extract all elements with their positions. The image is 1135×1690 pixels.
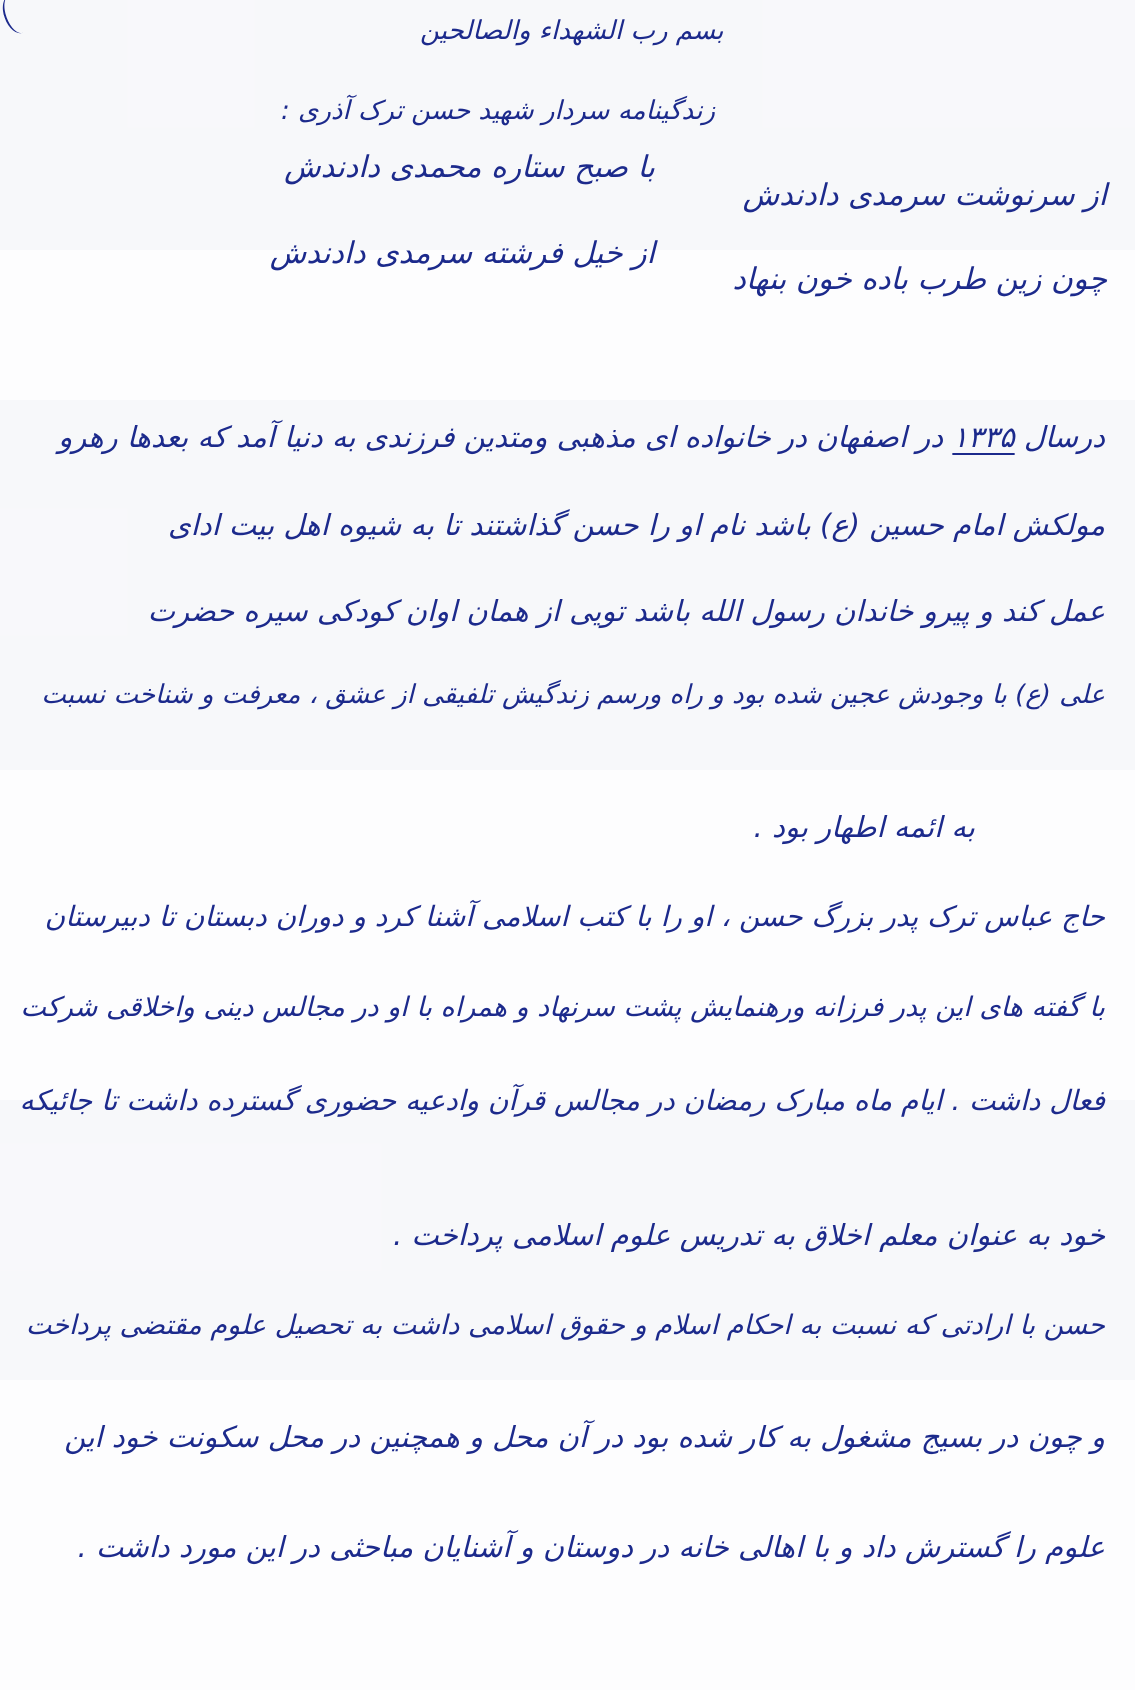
header-basmala: بسم رب الشهداء والصالحین [420, 16, 724, 46]
birth-year: ۱۳۳۵ [952, 420, 1015, 454]
paragraph-2-line-1: حاج عباس ترک پدر بزرگ حسن ، او را با کتب اسلامی آشنا کرد و دوران دبستان تا دبیرستان [44, 900, 1105, 933]
paragraph-1-line-3: عمل کند و پیرو خاندان رسول الله باشد تویی از همان اوان کودکی سیره حضرت [147, 594, 1105, 628]
paragraph-1-line-2: مولکش امام حسین (ع) باشد نام او را حسن گذاشتند تا به شیوه اهل بیت ادای [167, 508, 1105, 542]
paragraph-1-line-4: علی (ع) با وجودش عجین شده بود و راه ورسم زندگیش تلفیقی از عشق ، معرفت و شناخت نسبت [41, 680, 1105, 710]
paragraph-3-line-3: علوم را گسترش داد و با اهالی خانه در دوستان و آشنایان مباحثی در این مورد داشت . [77, 1530, 1105, 1564]
verse-2-right: چون زین طرب باده خون بنهاد [732, 262, 1107, 297]
paragraph-2-line-3: فعال داشت . ایام ماه مبارک رمضان در مجالس قرآن وادعیه حضوری گسترده داشت تا جائیکه [19, 1084, 1105, 1117]
paragraph-1-line-1-start: درسال [1023, 420, 1105, 454]
paragraph-1-line-1-end: در اصفهان در خانواده ای مذهبی ومتدین فرزندی به دنیا آمد که بعدها رهرو [58, 420, 944, 454]
paragraph-2-line-4: خود به عنوان معلم اخلاق به تدریس علوم اسلامی پرداخت . [392, 1218, 1105, 1252]
scan-band-middle [0, 400, 1135, 770]
verse-1-left: با صبح ستاره محمدی دادندش [284, 150, 655, 185]
biography-title: زندگینامه سردار شهید حسن ترک آذری : [280, 96, 715, 126]
verse-2-left: از خیل فرشته سرمدی دادندش [269, 236, 655, 271]
paragraph-3-line-2: و چون در بسیج مشغول به کار شده بود در آن محل و همچنین در محل سکونت خود این [64, 1420, 1105, 1454]
paragraph-2-line-2: با گفته های این پدر فرزانه ورهنمایش پشت سرنهاد و همراه با او در مجالس دینی واخلاقی شرکت [20, 992, 1105, 1023]
verse-1-right: از سرنوشت سرمدی دادندش [742, 178, 1107, 213]
paragraph-3-line-1: حسن با ارادتی که نسبت به احکام اسلام و حقوق اسلامی داشت به تحصیل علوم مقتضی پرداخت [25, 1310, 1105, 1341]
paragraph-1-line-1 [58, 420, 1105, 454]
paragraph-1-line-5: به ائمه اطهار بود . [753, 810, 975, 844]
